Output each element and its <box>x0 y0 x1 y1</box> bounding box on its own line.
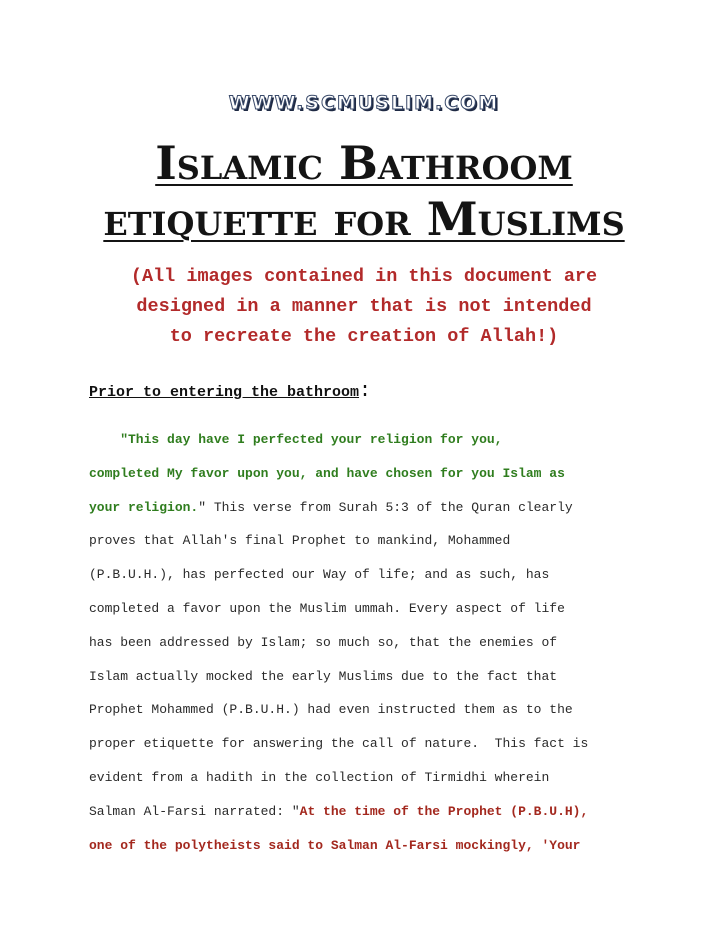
body-line <box>89 423 649 457</box>
body-line: Prophet Mohammed (P.B.U.H.) had even instructed them as to the <box>89 702 573 718</box>
body-line: proves that Allah's final Prophet to mankind, Mohammed <box>89 533 511 549</box>
section-heading <box>89 380 371 403</box>
quran-quote: "This day have I perfected your religion for you, <box>89 432 503 447</box>
quran-quote: your religion. <box>89 499 199 515</box>
body-line <box>89 829 649 863</box>
note-line: designed in a manner that is not intended <box>136 296 592 317</box>
image-disclaimer-note <box>84 262 644 352</box>
note-line: to recreate the creation of Allah!) <box>169 326 559 347</box>
body-text-span: " This verse from Surah 5:3 of the Quran clearly <box>198 499 573 515</box>
section-heading-text: Prior to entering the bathroom <box>89 384 360 401</box>
body-line: completed a favor upon the Muslim ummah. Every aspect of life <box>89 600 565 616</box>
body-text-span: Salman Al-Farsi narrated: " <box>89 803 300 819</box>
body-line: proper etiquette for answering the call of nature. This fact is <box>89 736 589 752</box>
body-text <box>89 423 649 862</box>
section-heading-colon: : <box>359 380 372 403</box>
document-title-line-2: etiquette for Muslims <box>103 192 625 246</box>
body-line <box>89 795 649 829</box>
body-line <box>89 491 649 525</box>
document-title-line-1: Islamic Bathroom <box>155 136 573 190</box>
body-line: (P.B.U.H.), has perfected our Way of life; and as such, has <box>89 567 550 583</box>
body-line: has been addressed by Islam; so much so, that the enemies of <box>89 634 558 650</box>
hadith-quote: At the time of the Prophet (P.B.U.H), <box>299 803 589 819</box>
hadith-quote: one of the polytheists said to Salman Al-Farsi mockingly, 'Your <box>89 837 581 853</box>
body-line <box>89 457 649 491</box>
note-line: (All images contained in this document are <box>130 266 598 287</box>
body-line: evident from a hadith in the collection of Tirmidhi wherein <box>89 769 550 785</box>
site-url: WWW.SCMUSLIM.COM <box>228 92 500 114</box>
quran-quote: completed My favor upon you, and have chosen for you Islam as <box>89 465 565 481</box>
body-line: Islam actually mocked the early Muslims due to the fact that <box>89 668 558 684</box>
